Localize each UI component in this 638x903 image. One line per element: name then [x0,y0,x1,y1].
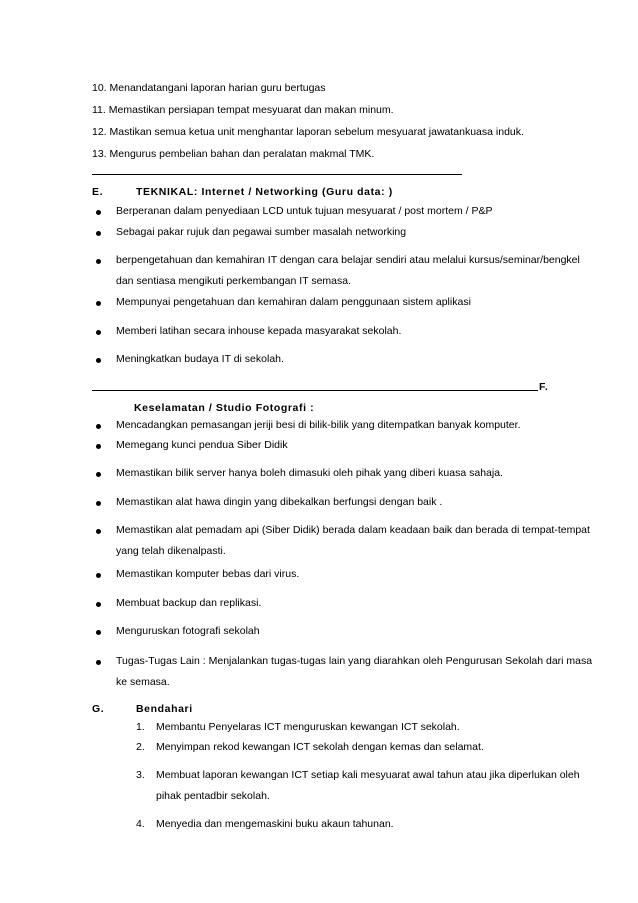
list-item-continuation: ke semasa. [116,676,170,688]
section-g-title: Bendahari [136,703,193,715]
bullet-icon [96,630,101,635]
list-item: Membuat laporan kewangan ICT setiap kali mesyuarat awal tahun atau jika diperlukan oleh [156,769,580,781]
list-item: Memastikan bilik server hanya boleh dimasuki oleh pihak yang diberi kuasa sahaja. [116,467,503,479]
bullet-icon [96,602,101,607]
bullet-icon [96,424,101,429]
list-number: 2. [136,741,145,753]
list-item: 10. Menandatangani laporan harian guru bertugas [92,82,326,94]
bullet-icon [96,259,101,264]
list-item: 12. Mastikan semua ketua unit menghantar laporan sebelum mesyuarat jawatankuasa induk. [92,126,524,138]
bullet-icon [96,210,101,215]
list-item: Meningkatkan budaya IT di sekolah. [116,353,284,365]
list-item: Memberi latihan secara inhouse kepada masyarakat sekolah. [116,325,402,337]
section-f-letter: F. [539,381,549,393]
list-item: Memastikan alat pemadam api (Siber Didik) berada dalam keadaan baik dan berada di tempat-tempat [116,524,590,536]
bullet-icon [96,301,101,306]
bullet-icon [96,358,101,363]
list-item: Menyedia dan mengemaskini buku akaun tahunan. [156,818,394,830]
list-item-continuation: yang telah dikenalpasti. [116,545,226,557]
list-item-continuation: pihak pentadbir sekolah. [156,790,270,802]
list-item: Membantu Penyelaras ICT menguruskan kewangan ICT sekolah. [156,721,460,733]
bullet-icon [96,573,101,578]
list-item: 13. Mengurus pembelian bahan dan peralatan makmal TMK. [92,148,375,160]
list-item: berpengetahuan dan kemahiran IT dengan cara belajar sendiri atau melalui kursus/seminar/bengkel [116,254,580,266]
bullet-icon [96,330,101,335]
list-item: Membuat backup dan replikasi. [116,597,262,609]
list-item: Mencadangkan pemasangan jeriji besi di bilik-bilik yang ditempatkan banyak komputer. [116,419,521,431]
bullet-icon [96,660,101,665]
bullet-icon [96,472,101,477]
list-item: Mempunyai pengetahuan dan kemahiran dalam penggunaan sistem aplikasi [116,296,471,308]
list-number: 3. [136,769,145,781]
bullet-icon [96,444,101,449]
list-item: Tugas-Tugas Lain : Menjalankan tugas-tugas lain yang diarahkan oleh Pengurusan Sekolah dari masa [116,655,593,667]
divider [92,390,538,391]
bullet-icon [96,231,101,236]
list-number: 1. [136,721,145,733]
list-item: Menguruskan fotografi sekolah [116,625,260,637]
list-number: 4. [136,818,145,830]
bullet-icon [96,529,101,534]
list-item: Memastikan komputer bebas dari virus. [116,568,300,580]
section-e-title: TEKNIKAL: Internet / Networking (Guru data: ) [136,186,393,198]
list-item: Berperanan dalam penyediaan LCD untuk tujuan mesyuarat / post mortem / P&P [116,205,493,217]
section-f-title: Keselamatan / Studio Fotografi : [134,402,315,414]
list-item: Menyimpan rekod kewangan ICT sekolah dengan kemas dan selamat. [156,741,484,753]
divider [92,174,462,175]
list-item: 11. Memastikan persiapan tempat mesyuarat dan makan minum. [92,104,394,116]
list-item: Sebagai pakar rujuk dan pegawai sumber masalah networking [116,226,407,238]
list-item: Memegang kunci pendua Siber Didik [116,439,288,451]
list-item: Memastikan alat hawa dingin yang dibekalkan berfungsi dengan baik . [116,496,443,508]
list-item-continuation: dan sentiasa mengikuti perkembangan IT semasa. [116,275,352,287]
section-g-letter: G. [92,703,105,715]
bullet-icon [96,501,101,506]
section-e-letter: E. [92,186,104,198]
